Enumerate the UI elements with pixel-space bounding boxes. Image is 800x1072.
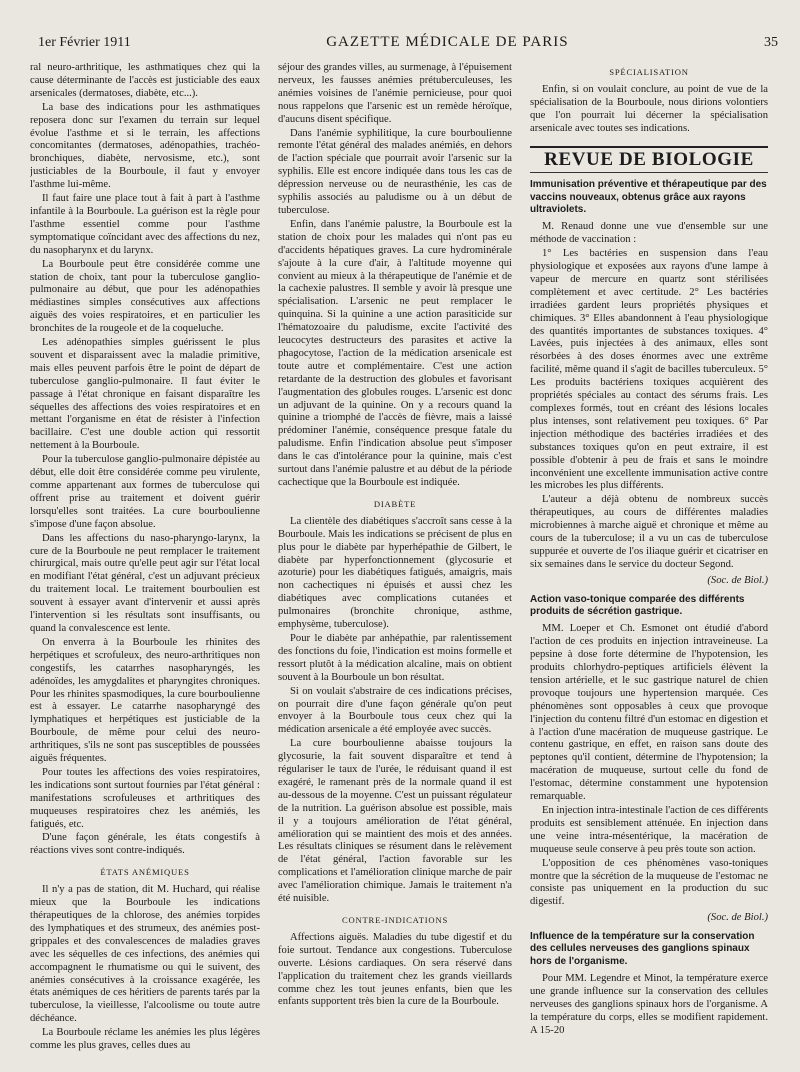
paragraph: Il n'y a pas de station, dit M. Huchard, qui réalise mieux que la Bourboule les indications thérapeutiques de la chlorose, des anémies torpides des lymphatiques et des strumeux, des anémies post-grippales et des convalescences de maladies graves avec les séquelles de ces infections, des anémies qui accompagnent le rhumatisme ou qui le suivent, des anémies consécutives à la croissance exagérée, les états anémiques de ces héritiers de parents tarés par la tuberculose, la vieillesse, l'alcoolisme ou toute autre déchéance. bbox=[30, 884, 260, 1025]
paragraph: Pour la tuberculose ganglio-pulmonaire dépistée au début, elle doit être considérée comme peu virulente, comme appartenant aux formes de tuberculose qui offrent prise au traitement et doivent guérir lorsqu'elles sont traitées. La cure bourboulienne s'impose d'une façon absolue. bbox=[30, 454, 260, 530]
section-heading-etats-anemiques: ÉTATS ANÉMIQUES bbox=[100, 867, 190, 878]
column-2 bbox=[278, 62, 512, 1066]
paragraph: Si on voulait s'abstraire de ces indications précises, on pourrait dire d'une façon générale qu'on peut envoyer à la Bourboule tous ceux chez qui la médication arsenicale a été employée avec succès. bbox=[278, 685, 512, 736]
paragraph: Enfin, si on voulait conclure, au point de vue de la spécialisation de la Bourboule, nous dirions volontiers que l'on pourrait lui décerner la spécialisation arsenicale avec toutes ses indications. bbox=[530, 83, 768, 134]
paragraph: MM. Loeper et Ch. Esmonet ont étudié d'abord l'action de ces produits en injection intraveineuse. La pepsine à dose forte détermine de l'hypotension, les produits chlorhydro-peptiques artificiels élèvent la tension artérielle, et le suc gastrique naturel de chien provoque toujours une hypertension marquée. Ces phénomènes sont opposables à ceux que provoque l'injection du contenu filtré d'un estomac en digestion et à l'action d'une macération de muqueuse gastrique. Le contenu gastrique, en effet, en raison sans doute des peptones qu'il contient, détermine de l'hypotension; la macération de muqueuse, surtout celle du fond de l'estomac, détermine constamment une hypotension remarquable. bbox=[530, 623, 768, 803]
paragraph: séjour des grandes villes, au surmenage, à l'épuisement nerveux, les fausses anémies prétuberculeuses, les anémies voisines de l'anémie pernicieuse, pour quoi nous rappelons que l'arsenic est un remède héroïque, d'aucuns disent spécifique. bbox=[278, 62, 512, 125]
paragraph: L'opposition de ces phénomènes vaso-toniques montre que la sécrétion de la muqueuse de l'estomac ne consiste pas uniquement en la production du suc digestif. bbox=[530, 857, 768, 908]
section-divider bbox=[530, 146, 768, 148]
paragraph: Dans l'anémie syphilitique, la cure bourboulienne remonte l'état général des malades anémiés, en dehors de l'action spéciale que pourrait avoir l'arsenic sur la syphilis. Elle est encore indiquée dans tous les cas de dépression nerveuse ou de neurasthénie, les cas de syphilis associés au paludisme ou à un début de tuberculose. bbox=[278, 127, 512, 216]
column-1 bbox=[30, 62, 260, 1066]
article-title: Influence de la température sur la conservation des cellules nerveuses des ganglions spinaux hors de l'organisme. bbox=[530, 931, 755, 967]
article-source: (Soc. de Biol.) bbox=[707, 912, 768, 924]
paragraph: Il faut faire une place tout à fait à part à l'asthme infantile à la Bourboule. La guérison est la règle pour l'asthme essentiel comme pour l'asthme symptomatique coïncidant avec des affections du nez, du nasopharynx et du larynx. bbox=[30, 193, 260, 256]
paragraph: On enverra à la Bourboule les rhinites des herpétiques et scrofuleux, des neuro-arthritiques non congestifs, les catarrhes nasopharyngés, les adénoïdes, les amygdalites et pharyngites chroniques. Pour les rhinites spasmodiques, la cure bourboulienne est à essayer. Le catarrhe nasopharyngé des lymphatiques et herpétiques est justiciable de la Bourboule, de même pour celui des neuro-arthritiques, s'ils ne sont pas susceptibles de poussées aiguës fréquentes. bbox=[30, 636, 260, 765]
paragraph: Pour le diabète par anhépathie, par ralentissement des fonctions du foie, l'indication est moins formelle et ressort plutôt à la médication alcaline, mais on obtient souvent à la Bourboule un bon résultat. bbox=[278, 632, 512, 683]
section-heading-diabete: DIABÈTE bbox=[373, 498, 417, 509]
section-heading-contre-indications: CONTRE-INDICATIONS bbox=[341, 915, 449, 925]
paragraph: La Bourboule peut être considérée comme une station de choix, tant pour la tuberculose ganglio-pulmonaire au début, que pour les adénopathies médiastines simples consécutives aux affections aiguës des voies respiratoires, et en particulier les bronchites de la rougeole et de la coqueluche. bbox=[30, 258, 260, 335]
paragraph: Les adénopathies simples guérissent le plus souvent et disparaissent avec la maladie primitive, mais elles peuvent parfois être le point de départ de tuberculose ganglio-pulmonaire. Il faut éviter le passage à l'état chronique en faisant disparaître les séquelles des affections des voies respiratoires et en mettant l'organisme en état de résister à l'infection bacillaire. C'est une double action qui ressortit nettement à la Bourboule. bbox=[30, 337, 260, 452]
page-number: 35 bbox=[764, 35, 778, 50]
paragraph: En injection intra-intestinale l'action de ces différents produits est sensiblement atténuée. En injection dans une veine intra-mésentérique, la macération de muqueuse seule conserve à peu près toute son action. bbox=[530, 804, 768, 855]
section-heading-specialisation: SPÉCIALISATION bbox=[609, 67, 689, 77]
heading-rule bbox=[530, 172, 768, 173]
paragraph: La cure bourboulienne abaisse toujours la glycosurie, la fait souvent disparaître et tend à régulariser le taux de l'urée, le réduisant quand il est exagéré, le ramenant près de la normale quand il est au-dessous de la moyenne. C'est un puissant régulateur de la nutrition. La guérison absolue est possible, mais il y a toujours amélioration de l'état général, amélioration qui se maintient des mois et des années. Les résultats cliniques se résument dans le relèvement de l'état général, l'action favorable sur les complications et l'amélioration clinique marche de pair avec l'amélioration chimique. Jamais le traitement n'a été nuisible. bbox=[278, 738, 512, 905]
issue-date: 1er Février 1911 bbox=[38, 35, 131, 50]
paragraph: La base des indications pour les asthmatiques reposera donc sur l'examen du terrain sur lequel évolue l'asthme et si le terrain, les affections concomitantes (dermatoses, adénopathies, trachéo-bronchiques, diabète, nervosisme, etc.), sont justiciables de la Bourboule, il faut y envoyer l'asthme lui-même. bbox=[30, 101, 260, 191]
paragraph: Dans les affections du naso-pharyngo-larynx, la cure de la Bourboule ne peut remplacer le traitement chirurgical, mais outre qu'elle peut agir sur l'état local en modifiant l'état général, c'est un adjuvant précieux du traitement local. Le traitement bourboulien est souvent à essayer avant d'intervenir et aussi après l'intervention si les résultats sont insuffisants, ou quand la convalescence est lente. bbox=[30, 532, 260, 634]
paragraph: D'une façon générale, les états congestifs à réactions vives sont contre-indiqués. bbox=[30, 832, 260, 857]
column-3 bbox=[530, 62, 768, 1066]
paragraph: La Bourboule réclame les anémies les plus légères comme les plus graves, celles dues au bbox=[30, 1027, 260, 1052]
paragraph: 1° Les bactéries en suspension dans l'eau physiologique et exposées aux rayons d'une lampe à vapeur de mercure en quartz sont stérilisées complètement et avec certitude. 2° Les bactéries irradiées gardent leurs propriétés physiques et chimiques. 3° Elles abandonnent à l'eau physiologique des quantités importantes de substances toxiques. 4° Lavées, puis injectées à des animaux, elles sont résorbées à des doses énormes avec une extrême facilité, même quand il s'agit de bacilles tuberculeux. 5° Les produits bactériens toxiques acquièrent des propriétés spéciales au contact des sérums frais. Les complexes formés, tout en créant des lésions locales plus intenses, sont relativement peu toxiques. 6° Par injection méthodique des bactéries irradiées et des substances toxiques qu'on en peut extraire, il est possible d'obtenir à peu de frais et sans le moindre inconvénient une excellente immunisation active contre les microbes les plus différents. bbox=[530, 248, 768, 492]
paragraph: Enfin, dans l'anémie palustre, la Bourboule est la station de choix pour les malades qui n'ont pas eu d'accidents hépatiques graves. La cure hydrominérale s'ajoute à la cure d'air, à l'altitude moyenne qui convient au mieux à la thérapeutique de l'anémie et de la cachexie palustres. Il semble y avoir là presque une spécialisation. L'arsenic ne peut remplacer le quinquina. Si la quinine a une action parasiticide sur l'hématozoaire du paludisme, excite l'activité des leucocytes destructeurs des parasites et active la phagocytose, l'action de la médication arsenicale est toute autre et complémentaire. C'est une action retardante de la destruction des globules et favorisant l'augmentation des globules rouges. L'arsenic est donc un adjuvant de la quinine. On y a recours quand la quinine a triomphé de l'accès de fièvre, mais a laissé prédominer l'anémie, conséquence presque fatale du paludisme. Enfin l'indication absolue peut s'imposer dans le cas d'intolérance pour la quinine, mais c'est surtout dans l'anémie palustre et au début de la période cachectique que la Bourboule est indiquée. bbox=[278, 218, 512, 488]
article-title: Action vaso-tonique comparée des différents produits de sécrétion gastrique. bbox=[530, 593, 745, 617]
paragraph: M. Renaud donne une vue d'ensemble sur une méthode de vaccination : bbox=[530, 221, 768, 246]
paragraph: Affections aiguës. Maladies du tube digestif et du foie surtout. Tendance aux congestions. Tuberculose ouverte. Lésions cardiaques. On sera réservé dans l'application du traitement chez les grands vieillards comme chez les tout jeunes enfants, bien que les enfants supportent très bien la cure de la Bourboule. bbox=[278, 931, 512, 1008]
paragraph: La clientèle des diabétiques s'accroît sans cesse à la Bourboule. Mais les indications se précisent de plus en plus pour le diabète par hyperhépathie de Gilbert, le diabète par hyperfonctionnement (glycosurie et azoturie) pour les diabétiques fatigués, amaigris, mais non cachectiques ni épuisés et aussi chez les diabétiques avec complications cutanées et pulmonaires (bronchite chronique, asthme, emphysème, tuberculose). bbox=[278, 515, 512, 631]
paragraph: Pour toutes les affections des voies respiratoires, les indications sont surtout fournies par l'état général : manifestations scrofuleuses et arthritiques des muqueuses respiratoires chez les anémiés, les fatigués, etc. bbox=[30, 766, 260, 830]
article-source: (Soc. de Biol.) bbox=[707, 574, 768, 586]
paragraph: Pour MM. Legendre et Minot, la température exerce une grande influence sur la conservation des cellules nerveuses des ganglions spinaux hors de l'organisme. A la température du corps, elles se modifient rapidement. A 15-20 bbox=[530, 973, 768, 1036]
revue-heading: REVUE DE BIOLOGIE bbox=[544, 148, 754, 170]
paragraph: ral neuro-arthritique, les asthmatiques chez qui la cause déterminante de l'accès est justiciable des eaux arsenicales (dermatoses, diabète, etc...). bbox=[30, 62, 260, 99]
journal-title: GAZETTE MÉDICALE DE PARIS bbox=[326, 34, 569, 50]
paragraph: L'auteur a déjà obtenu de nombreux succès thérapeutiques, au cours de différentes maladies microbiennes à marche aiguë et chronique et même au cours de la tuberculose; il a vu un cas de tuberculose suppurée et ouverte de l'os iliaque guérir et cicatriser en six semaines dans le service du docteur Segond. bbox=[530, 494, 768, 570]
article-title: Immunisation préventive et thérapeutique par des vaccins nouveaux, obtenus grâce aux rayons ultraviolets. bbox=[530, 179, 767, 216]
page-header bbox=[38, 34, 778, 52]
